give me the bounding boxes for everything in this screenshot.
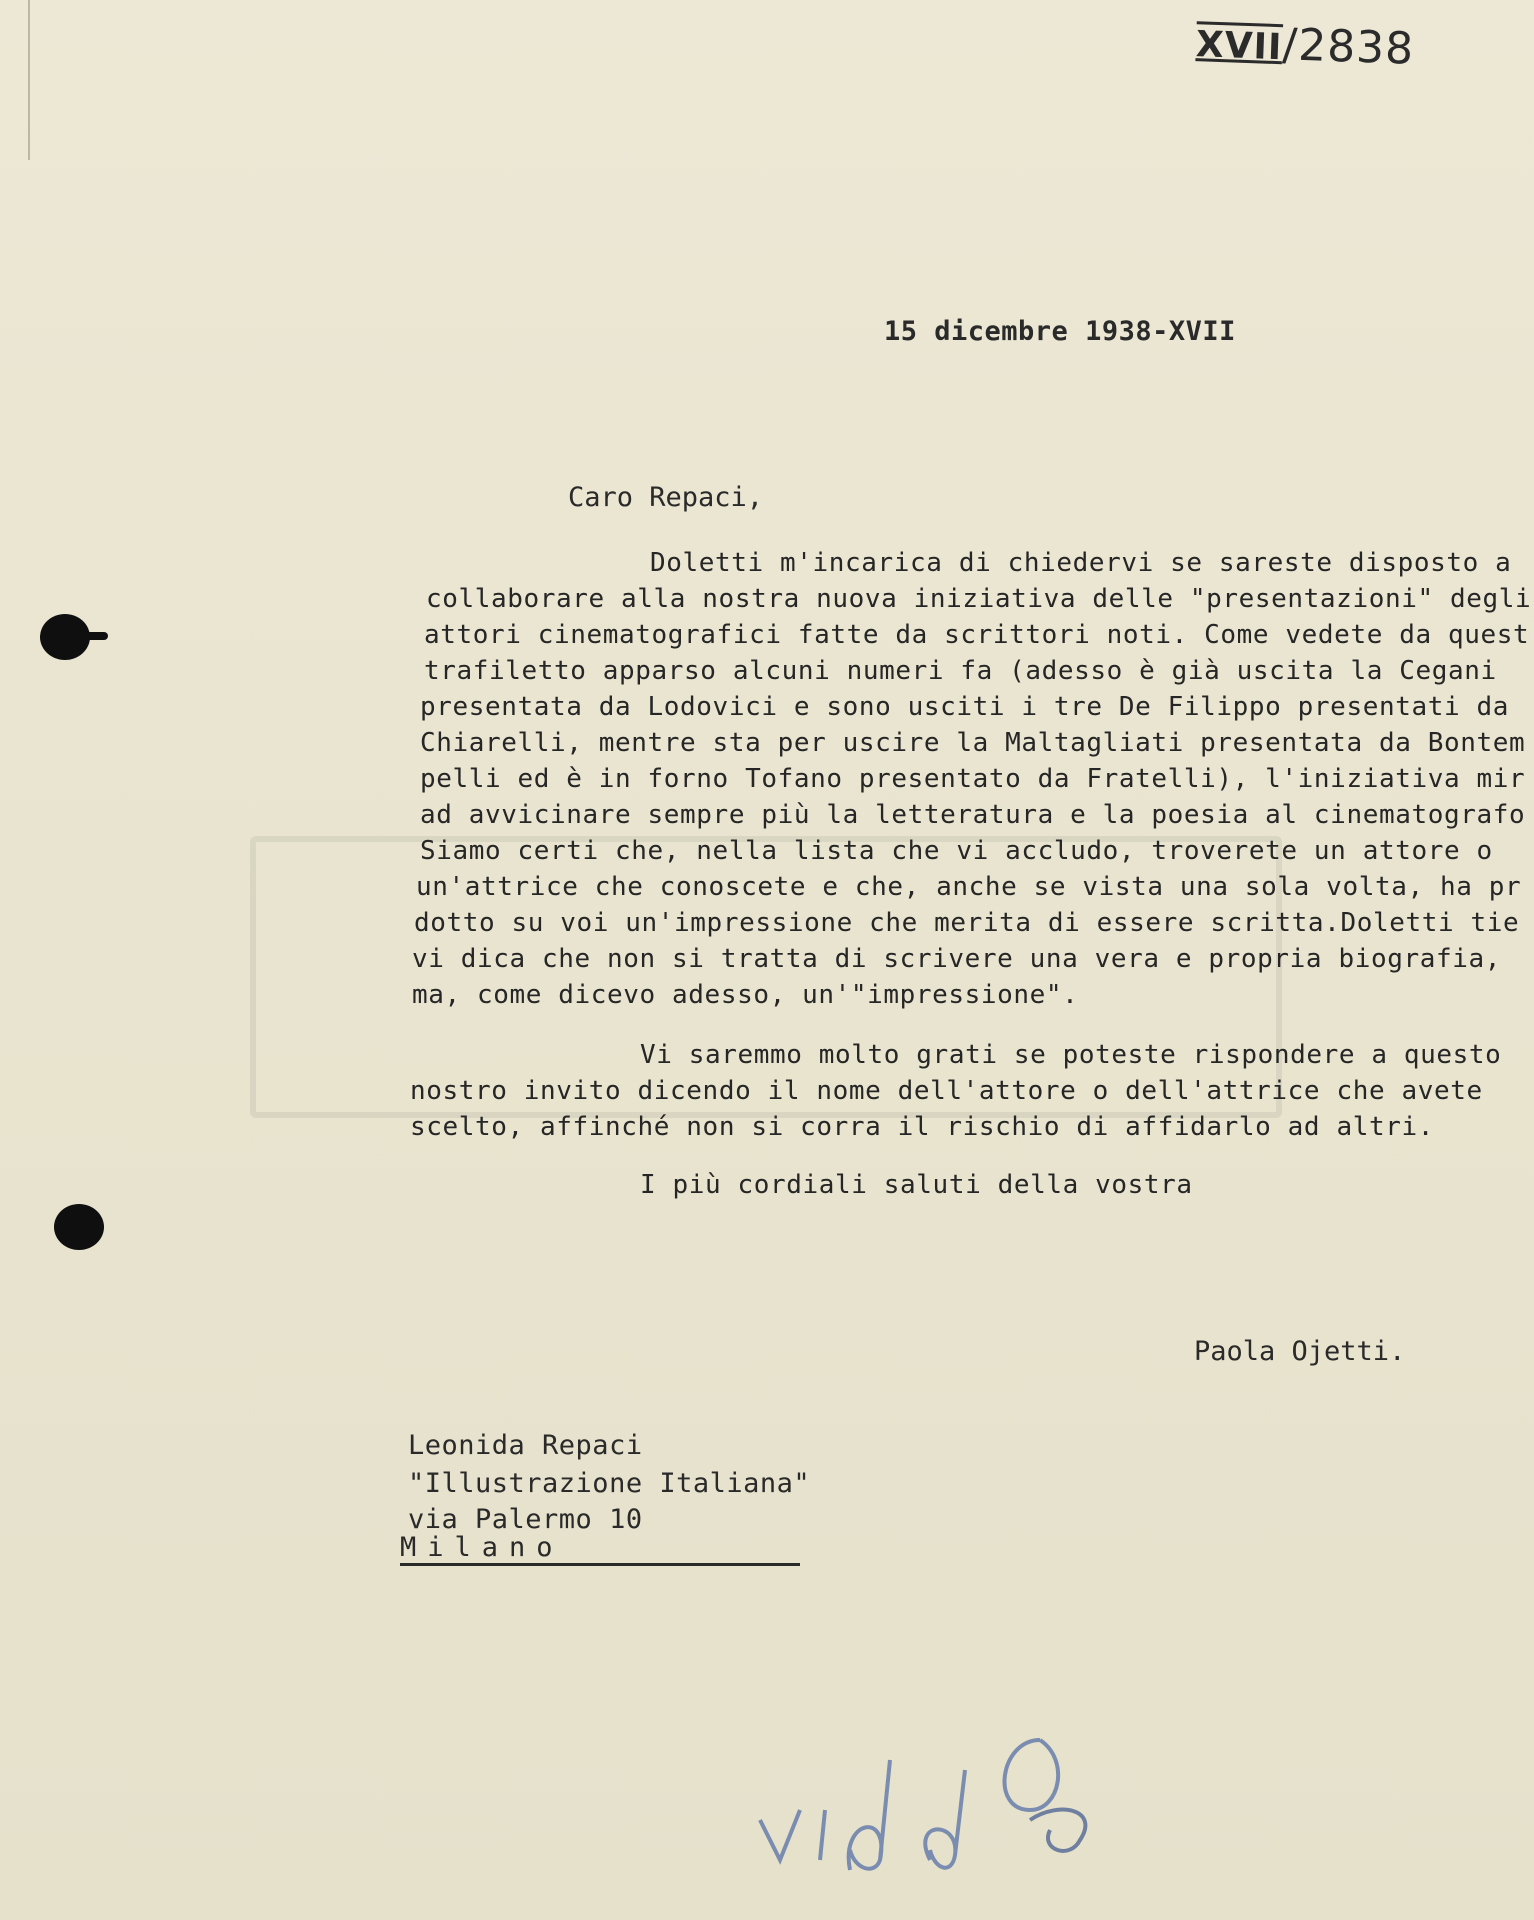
closing-line: I più cordiali saluti della vostra [640,1170,1193,1200]
body-line: scelto, affinché non si corra il rischio di affidarlo ad altri. [410,1112,1434,1142]
recipient-name: Leonida Repaci [408,1430,643,1461]
body-line: trafiletto apparso alcuni numeri fa (adesso è già uscita la Cegani [424,656,1497,686]
punch-hole-bottom [54,1204,104,1250]
body-line: dotto su voi un'impressione che merita di essere scritta.Doletti tie [414,908,1520,938]
body-line: nostro invito dicendo il nome dell'attore o dell'attrice che avete [410,1076,1483,1106]
recipient-city: Milano [400,1532,800,1566]
body-line: presentata da Lodovici e sono usciti i tre De Filippo presentati da [420,692,1509,722]
recipient-publication: "Illustrazione Italiana" [408,1468,811,1499]
body-line: Vi saremmo molto grati se poteste rispondere a questo [640,1040,1502,1070]
margin-line [28,0,30,160]
archive-reference-roman: XVII [1195,24,1284,69]
body-line: pelli ed è in forno Tofano presentato da Fratelli), l'iniziativa mir [420,764,1526,794]
body-line: Siamo certi che, nella lista che vi accludo, troverete un attore o [420,836,1493,866]
archive-reference-slash: / [1281,19,1300,71]
body-line: attori cinematografici fatte da scrittori noti. Come vedete da quest [424,620,1530,650]
punch-hole-top [40,614,90,660]
recipient-street: via Palermo 10 [408,1504,643,1535]
pencil-annotation [740,1700,1140,1880]
body-line: collaborare alla nostra nuova iniziativa delle "presentazioni" degli [426,584,1532,614]
body-line: vi dica che non si tratta di scrivere una vera e propria biografia, [412,944,1501,974]
body-line: Doletti m'incarica di chiedervi se sareste disposto a [650,548,1512,578]
body-line: Chiarelli, mentre sta per uscire la Maltagliati presentata da Bontem [420,728,1526,758]
salutation: Caro Repaci, [568,482,764,513]
signature: Paola Ojetti. [1194,1336,1406,1367]
body-line: ma, come dicevo adesso, un'"impressione". [412,980,1079,1010]
letter-date: 15 dicembre 1938-XVII [884,316,1236,347]
archive-reference [1195,16,1415,75]
body-line: ad avvicinare sempre più la letteratura e la poesia al cinematografo [420,800,1526,830]
body-line: un'attrice che conoscete e che, anche se vista una sola volta, ha pr [416,872,1522,902]
archive-reference-number: 2838 [1297,19,1416,75]
